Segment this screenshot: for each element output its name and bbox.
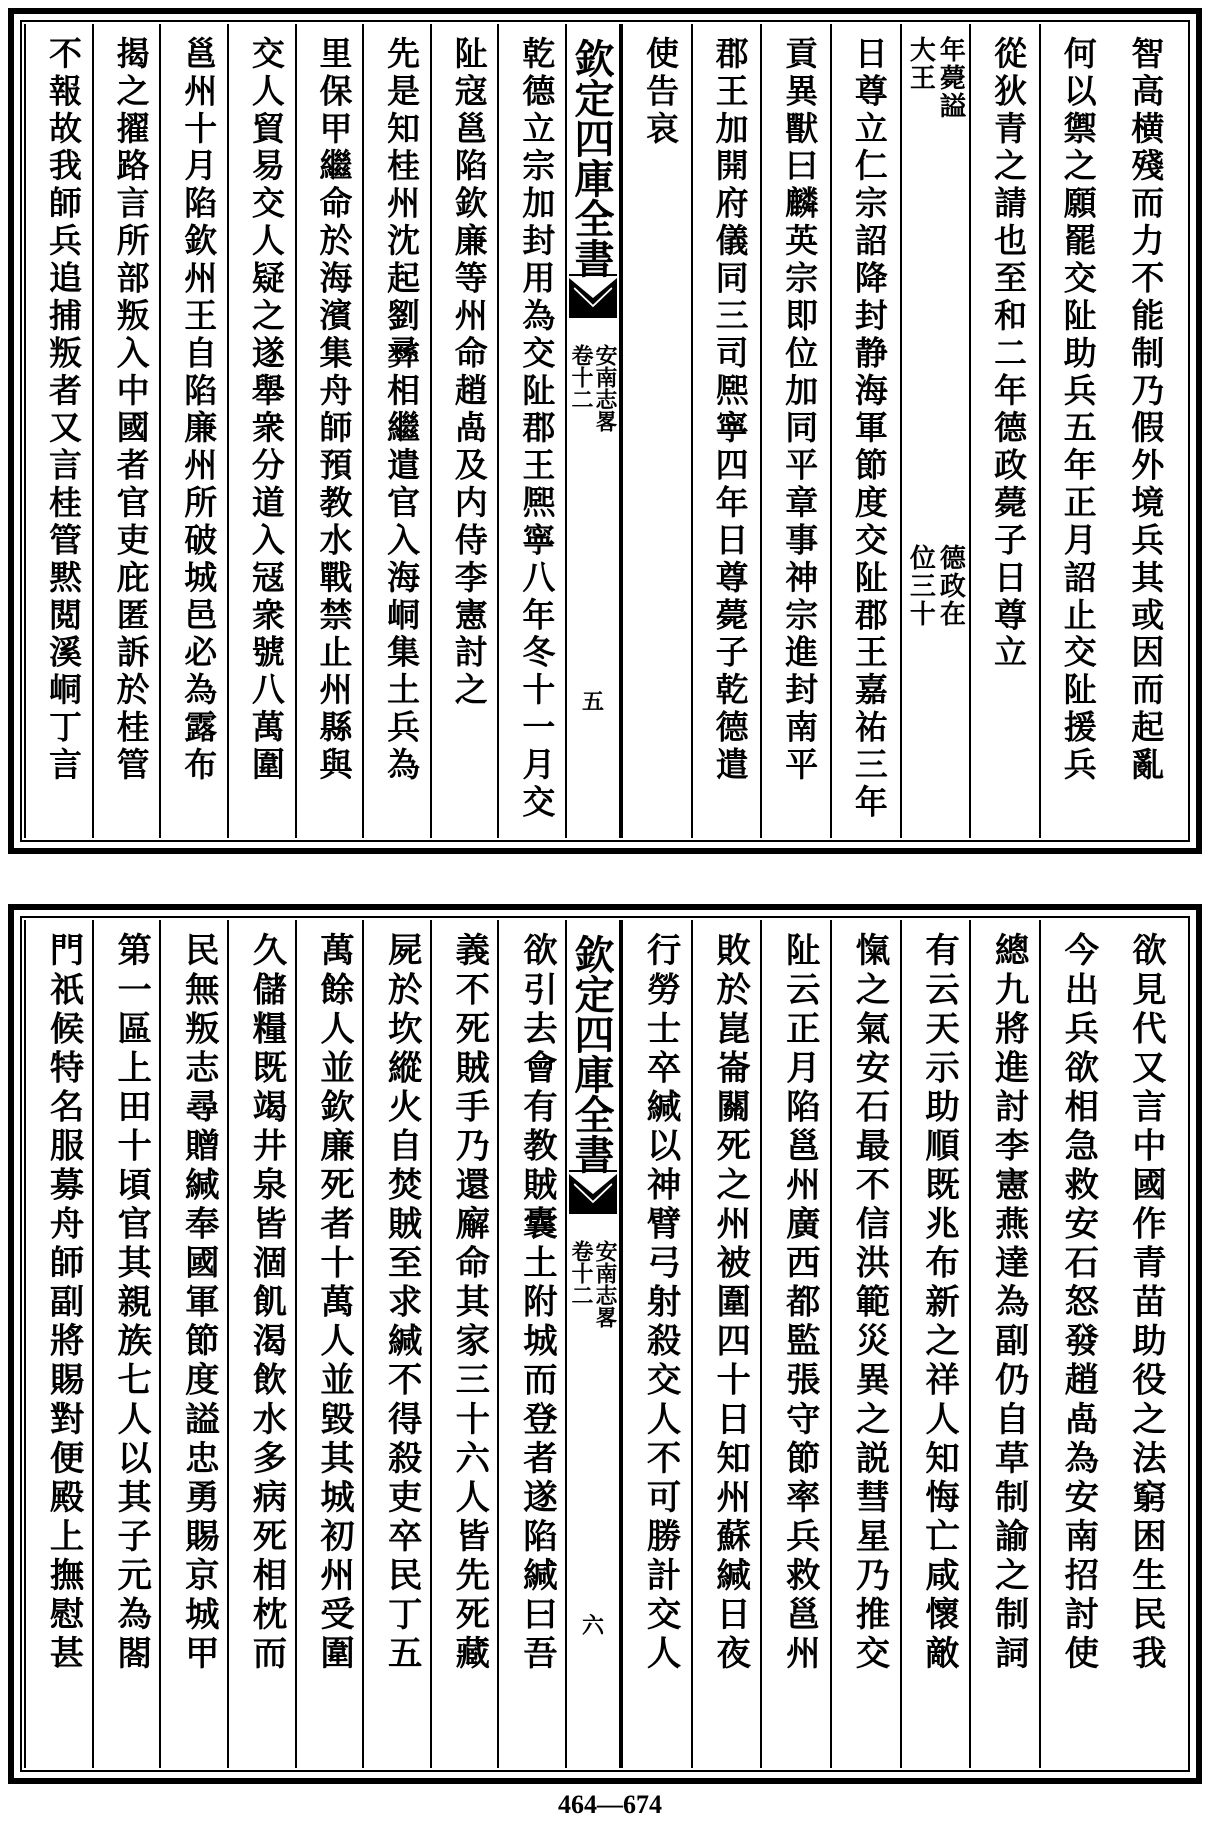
volume-line: 安南志畧 (592, 1240, 618, 1328)
column-text: 久儲糧既竭井泉皆涸飢渴飲水多病死相枕而 (245, 932, 286, 1674)
text-column (24, 24, 92, 838)
page-upper (8, 8, 1202, 854)
page-lower-body (24, 920, 1186, 1768)
column-text: 先是知桂州沈起劉彞相繼遣官入海峒集土兵為 (382, 36, 422, 785)
text-column (1108, 920, 1178, 1768)
column-text: 揭之擢路言所部叛入中國者官吏庇匿訴於桂管 (111, 36, 151, 785)
book-title: 欽定四庫全書 (568, 934, 615, 1174)
column-text: 乾德立宗加封用為交阯郡王熈寧八年冬十一月交 (517, 36, 557, 822)
column-text: 日尊立仁宗詔降封静海軍節度交阯郡王嘉祐三年 (849, 36, 889, 822)
annotation-line: 德政在 (935, 544, 966, 628)
text-column (1039, 920, 1109, 1768)
text-column (621, 24, 691, 838)
volume-label (567, 344, 619, 432)
text-column (159, 920, 227, 1768)
text-column (430, 24, 498, 838)
column-text: 阯寇邕陷欽廉等州命趙卨及内侍李憲討之 (449, 36, 489, 710)
column-text: 何以禦之願罷交阯助兵五年正月詔止交阯援兵 (1058, 36, 1098, 785)
column-text: 總九將進討李憲燕達為副仍自草制諭之制詞 (988, 932, 1029, 1674)
column-text: 萬餘人並欽廉死者十萬人並毀其城初州受圍 (313, 932, 354, 1674)
text-column (691, 24, 761, 838)
column-text: 從狄青之請也至和二年德政薨子日尊立 (989, 36, 1029, 673)
book-title: 欽定四庫全書 (568, 38, 615, 278)
page-number: 464—674 (558, 1790, 662, 1819)
text-column (227, 24, 295, 838)
column-text: 智高横殘而力不能制乃假外境兵其或因而起亂 (1126, 36, 1166, 785)
text-column (159, 24, 227, 838)
text-column (497, 24, 565, 838)
column-text: 欲見代又言中國作青苗助役之法窮困生民我 (1125, 932, 1166, 1674)
text-column (430, 920, 498, 1768)
text-column (900, 920, 970, 1768)
column-text: 敗於崑崙關死之州被圍四十日知州蘇緘日夜 (709, 932, 750, 1674)
page-upper-body (24, 24, 1186, 838)
text-column (295, 920, 363, 1768)
text-column (362, 920, 430, 1768)
text-column (295, 24, 363, 838)
volume-line: 安南志畧 (592, 344, 618, 432)
annotation-top (902, 36, 970, 120)
column-text: 使告哀 (641, 36, 680, 149)
text-column (621, 920, 691, 1768)
column-text: 交人貿易交人疑之遂舉衆分道入冦衆號八萬圍 (246, 36, 286, 785)
column-text: 門祇候特名服募舟師副將賜對便殿上撫慰甚 (43, 932, 83, 1674)
fishtail-mark (569, 1170, 617, 1214)
text-column (92, 24, 160, 838)
centre-fold (565, 24, 621, 838)
column-text: 今出兵欲相急救安石怒發趙卨為安南招討使 (1057, 932, 1098, 1674)
text-column (691, 920, 761, 1768)
column-text: 郡王加開府儀同三司熈寧四年日尊薨子乾德遣 (710, 36, 750, 785)
text-column (760, 920, 830, 1768)
text-column (24, 920, 92, 1768)
text-column (969, 24, 1039, 838)
column-text: 愾之氣安石最不信洪範災異之説彗星乃推交 (848, 932, 889, 1674)
folio-number: 五 (581, 689, 604, 715)
volume-label (567, 1240, 619, 1328)
column-text: 不報故我師兵追捕叛者又言桂管黙閲溪峒丁言 (44, 36, 83, 785)
text-column (497, 920, 565, 1768)
text-column (830, 920, 900, 1768)
column-text: 阯云正月陷邕州廣西都監張守節率兵救邕州 (779, 932, 820, 1674)
column-text: 欲引去會有教賊囊土附城而登者遂陷緘曰吾 (516, 932, 557, 1674)
column-text: 有云天示助順既兆布新之祥人知悔亡咸懷敵 (918, 932, 959, 1674)
text-column (1108, 24, 1178, 838)
centre-fold (565, 920, 621, 1768)
column-text: 義不死賊手乃還廨命其家三十六人皆先死藏 (448, 932, 489, 1674)
page-lower (8, 904, 1202, 1784)
folio-number: 六 (581, 1613, 604, 1639)
column-text: 屍於坎縱火自焚賊至求緘不得殺吏卒民丁五 (381, 932, 422, 1674)
annotation-line: 年薨謚 (935, 36, 966, 120)
annotation-line: 位三十 (905, 544, 936, 628)
fishtail-mark (569, 274, 617, 318)
column-text: 行勞士卒緘以神臂弓射殺交人不可勝計交人 (640, 932, 680, 1674)
annotation-line: 大王 (905, 36, 936, 92)
text-column (362, 24, 430, 838)
text-column (1039, 24, 1109, 838)
annotation-column (900, 24, 970, 838)
column-text: 貢異獸曰麟英宗即位加同平章事神宗進封南平 (780, 36, 820, 785)
text-column (760, 24, 830, 838)
text-column (969, 920, 1039, 1768)
annotation-middle (902, 544, 970, 628)
text-column (830, 24, 900, 838)
volume-line: 卷十二 (568, 1240, 594, 1306)
column-text: 邕州十月陷欽州王自陷廉州所破城邑必為露布 (179, 36, 219, 785)
column-text: 第一區上田十頃官其親族七人以其子元為閤 (110, 932, 151, 1674)
column-text: 里保甲繼命於海濱集舟師預教水戰禁止州縣與 (314, 36, 354, 785)
volume-line: 卷十二 (568, 344, 594, 410)
column-text: 民無叛志尋贈緘奉國軍節度謚忠勇賜京城甲 (178, 932, 219, 1674)
text-column (227, 920, 295, 1768)
text-column (92, 920, 160, 1768)
